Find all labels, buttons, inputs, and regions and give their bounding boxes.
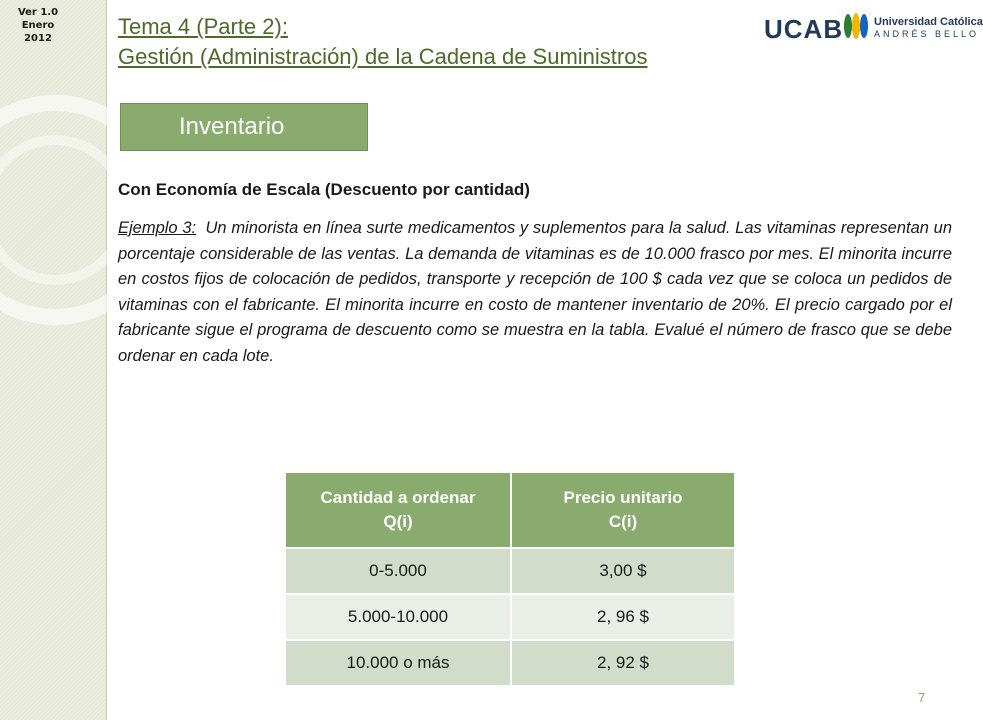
- slide-title-line1: Tema 4 (Parte 2):: [118, 14, 288, 39]
- cell-price: 3,00 $: [510, 547, 734, 593]
- cell-quantity: 0-5.000: [286, 547, 510, 593]
- left-decorative-strip: [0, 0, 107, 720]
- cell-price: 2, 96 $: [510, 593, 734, 639]
- version-month: Enero: [21, 20, 55, 31]
- version-label: Ver 1.0: [17, 7, 59, 18]
- header-price-line2: C(i): [608, 512, 638, 531]
- logo-university-name2: ANDRÉS BELLO: [874, 29, 980, 39]
- table-header-row: [286, 473, 734, 547]
- discount-price-table: [286, 473, 734, 685]
- logo-brand-text: UCAB: [764, 14, 844, 44]
- example-text: Un minorista en línea surte medicamentos y suplementos para la salud. Las vitaminas representan un porcentaje considerable de las ventas. La demanda de vitaminas es de 10.000 frasco por mes. El minorita incurre en costos fijos de colocación de pedidos, transporte y recepción de 100 $ cada vez que se coloca un pedidos de vitaminas con el fabricante. El minorita incurre en costo de mantener inventario de 20%. El precio cargado por el fabricante sigue el programa de descuento como se muestra en la tabla. Evalué el número de frasco que se debe ordenar en cada lote.: [118, 219, 952, 365]
- page-number: 7: [918, 690, 926, 705]
- header-price-line1: Precio unitario: [563, 488, 683, 507]
- example-label: Ejemplo 3:: [118, 219, 197, 237]
- cell-price: 2, 92 $: [510, 639, 734, 685]
- table-row: [286, 593, 734, 639]
- cell-quantity: 5.000-10.000: [286, 593, 510, 639]
- slide-title-line2: Gestión (Administración) de la Cadena de Suministros: [118, 44, 648, 69]
- version-year: 2012: [24, 33, 52, 44]
- section-label-inventario: Inventario: [120, 103, 368, 151]
- example-paragraph: [118, 216, 952, 369]
- header-quantity-line1: Cantidad a ordenar: [320, 488, 476, 507]
- table-row: [286, 547, 734, 593]
- header-quantity-line2: Q(i): [383, 512, 413, 531]
- cell-quantity: 10.000 o más: [286, 639, 510, 685]
- logo-leaves-icon: [842, 10, 870, 42]
- header-quantity: [286, 473, 510, 547]
- version-info: [8, 6, 68, 45]
- ucab-logo: [760, 6, 983, 48]
- slide-title: [118, 12, 647, 72]
- header-unit-price: [510, 473, 734, 547]
- table-row: [286, 639, 734, 685]
- logo-university-name: Universidad Católica: [874, 16, 983, 28]
- subtitle: Con Economía de Escala (Descuento por cantidad): [118, 180, 530, 199]
